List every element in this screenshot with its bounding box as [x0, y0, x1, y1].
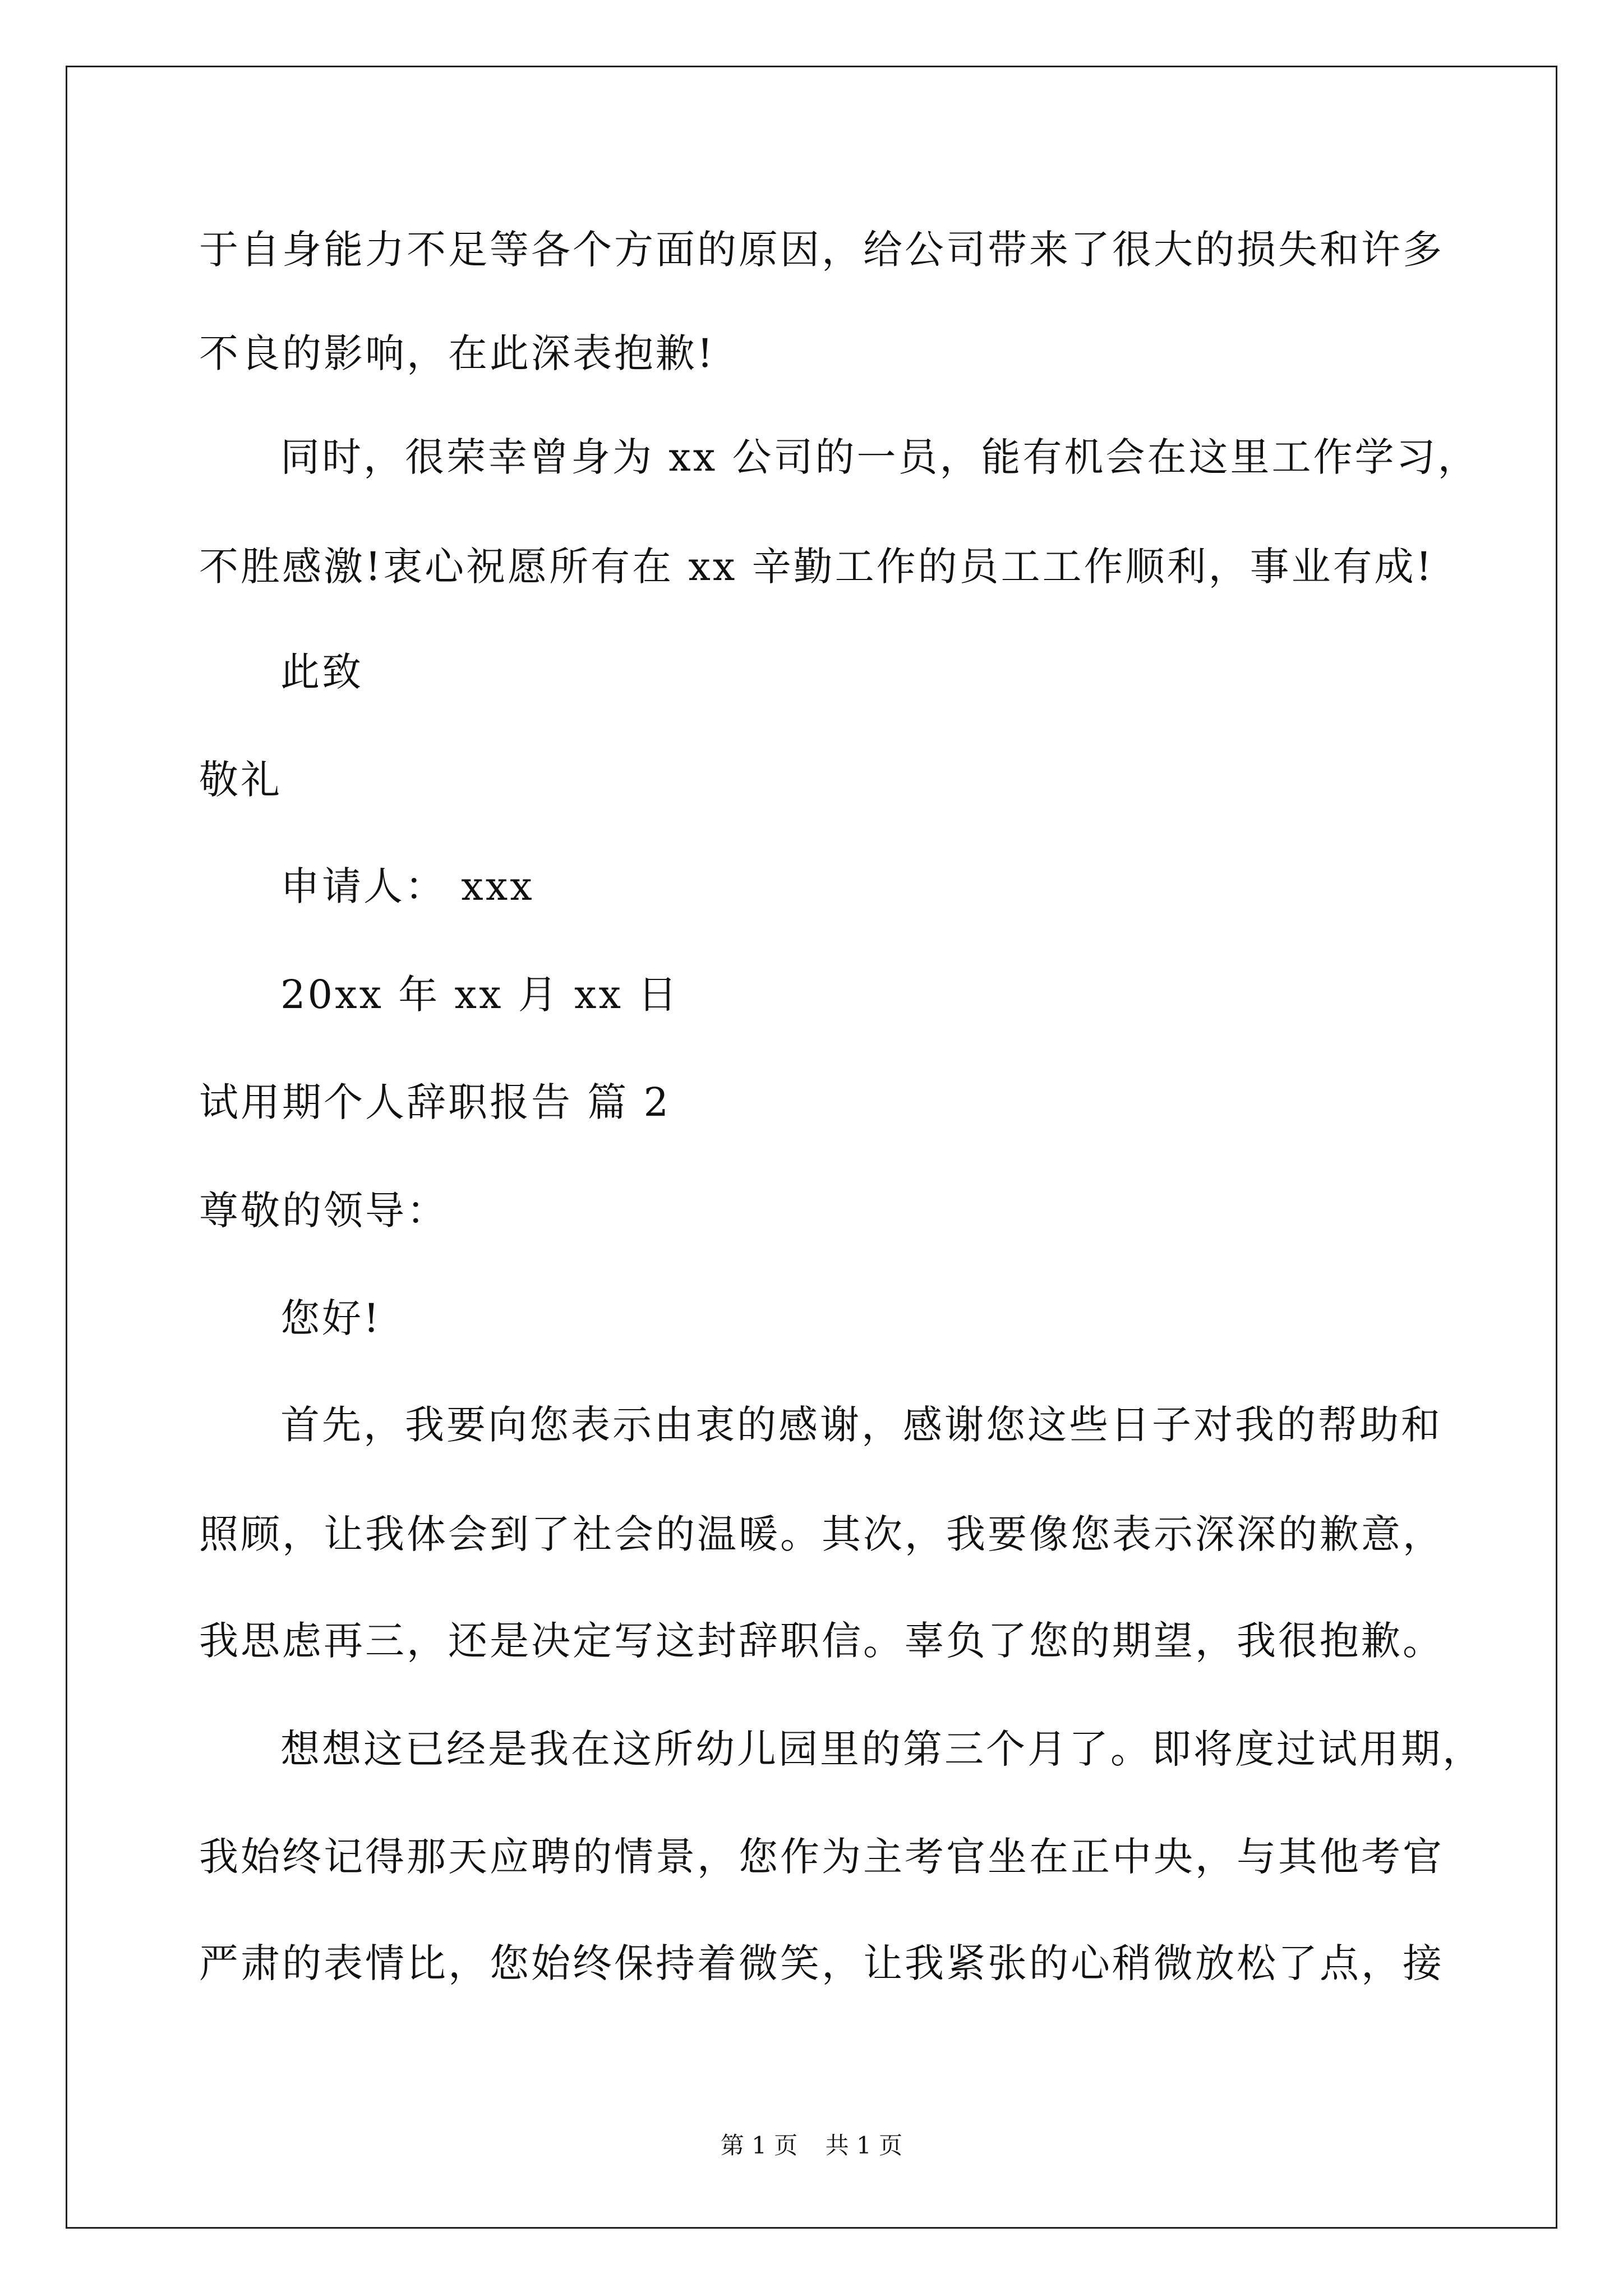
salutation: 尊敬的领导：	[199, 1188, 448, 1234]
date-line: 20xx 年 xx 月 xx 日	[280, 972, 680, 1018]
text-line: 首先，我要向您表示由衷的感谢，感谢您这些日子对我的帮助和	[280, 1402, 1442, 1448]
page-total: 共 1 页	[825, 2132, 903, 2159]
text-line: 严肃的表情比，您始终保持着微笑，让我紧张的心稍微放松了点，接	[199, 1940, 1444, 1986]
page-footer	[0, 2129, 1623, 2162]
text-line: 照顾，让我体会到了社会的温暖。其次，我要像您表示深深的歉意，	[199, 1511, 1444, 1557]
text-line: 我始终记得那天应聘的情景，您作为主考官坐在正中央，与其他考官	[199, 1834, 1444, 1880]
closing-line: 敬礼	[199, 757, 282, 803]
page-number: 第 1 页	[720, 2132, 798, 2159]
text-line: 我思虑再三，还是决定写这封辞职信。辜负了您的期望，我很抱歉。	[199, 1618, 1444, 1664]
closing-line: 此致	[280, 649, 363, 695]
text-line: 不良的影响，在此深表抱歉!	[199, 330, 716, 376]
text-line: 于自身能力不足等各个方面的原因，给公司带来了很大的损失和许多	[199, 227, 1444, 273]
applicant-line: 申请人： xxx	[280, 863, 534, 909]
greeting: 您好!	[280, 1295, 382, 1341]
text-line: 想想这已经是我在这所幼儿园里的第三个月了。即将度过试用期，	[280, 1726, 1484, 1772]
section-title: 试用期个人辞职报告 篇 2	[199, 1079, 671, 1125]
text-line: 不胜感激!衷心祝愿所有在 xx 辛勤工作的员工工作顺利，事业有成!	[199, 544, 1434, 590]
page-border	[66, 66, 1557, 2229]
text-line: 同时，很荣幸曾身为 xx 公司的一员，能有机会在这里工作学习，	[280, 434, 1479, 480]
